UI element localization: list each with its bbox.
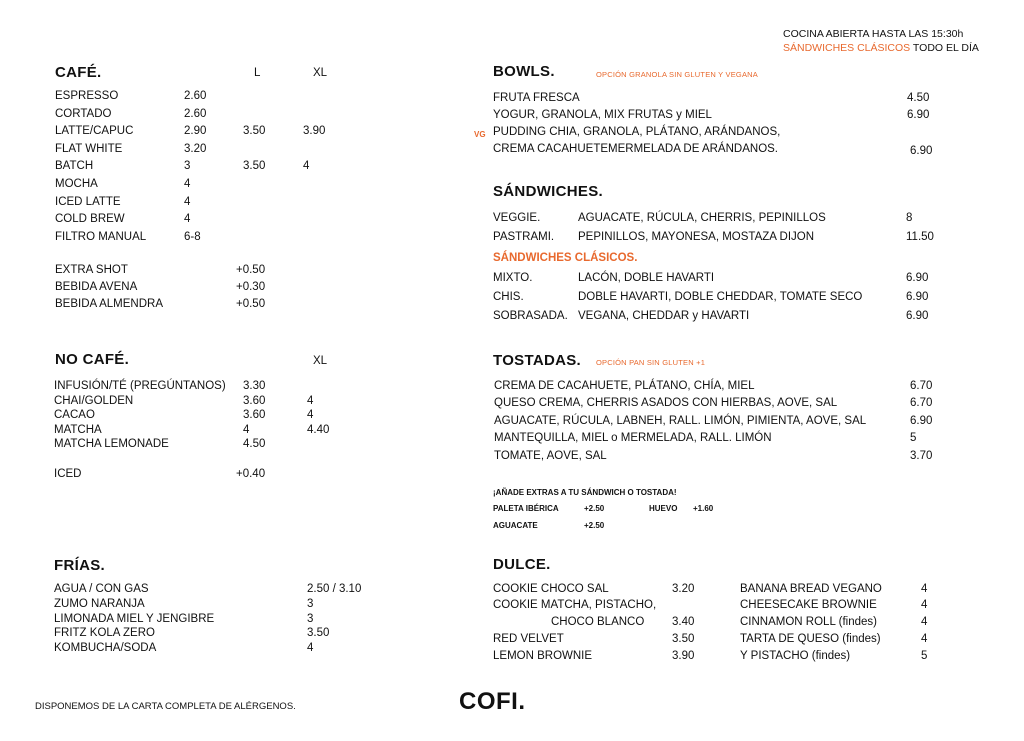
dulce-item-price: 3.90 [672, 650, 695, 662]
classic-name: MIXTO. [493, 272, 533, 284]
frias-item-name: FRITZ KOLA ZERO [54, 627, 155, 639]
tostada-name: AGUACATE, RÚCULA, LABNEH, RALL. LIMÓN, PIMIENTA, AOVE, SAL [494, 415, 867, 427]
classic-note-highlight: SÁNDWICHES CLÁSICOS [783, 42, 911, 54]
dulce-item-price: 3.50 [672, 633, 695, 645]
cafe-item-name: FILTRO MANUAL [55, 231, 147, 243]
frias-item-name: AGUA / CON GAS [54, 583, 149, 595]
extra-paleta-price: +2.50 [584, 504, 605, 513]
extra-name: BEBIDA AVENA [55, 281, 138, 293]
classic-name: SOBRASADA. [493, 310, 568, 322]
extra-huevo-price: +1.60 [693, 504, 714, 513]
cafe-item-price-xl: 4 [303, 160, 310, 172]
dulce-item-name: COOKIE CHOCO SAL [493, 583, 609, 595]
classic-note-rest: TODO EL DÍA [910, 42, 979, 54]
frias-item-name: ZUMO NARANJA [54, 598, 145, 610]
extra-price: +0.50 [236, 298, 266, 310]
extra-name: BEBIDA ALMENDRA [55, 298, 164, 310]
sandwich-price: 11.50 [906, 231, 934, 243]
dulce-item-price: 3.40 [672, 616, 695, 628]
frias-item-price: 4 [307, 642, 314, 654]
cafe-item-price: 3 [184, 160, 191, 172]
classic-price: 6.90 [906, 291, 929, 303]
nocafe-item-price: 3.30 [243, 380, 266, 392]
classic-desc: DOBLE HAVARTI, DOBLE CHEDDAR, TOMATE SECO [578, 291, 863, 303]
frias-item-name: LIMONADA MIEL Y JENGIBRE [54, 613, 215, 625]
cafe-item-price-l: 3.50 [243, 160, 266, 172]
pudding-line-2: CREMA CACAHUETEMERMELADA DE ARÁNDANOS. [493, 143, 779, 155]
extra-price: +0.50 [236, 264, 266, 276]
dulce-item-price: 5 [921, 650, 928, 662]
frias-item-price: 2.50 / 3.10 [307, 583, 362, 595]
dulce-item-name: COOKIE MATCHA, PISTACHO, [493, 599, 657, 611]
frias-item-price: 3.50 [307, 627, 330, 639]
tostada-name: TOMATE, AOVE, SAL [494, 450, 607, 462]
cafe-item-name: COLD BREW [55, 213, 125, 225]
cafe-item-name: ICED LATTE [55, 196, 121, 208]
classic-price: 6.90 [906, 272, 929, 284]
tostada-name: MANTEQUILLA, MIEL o MERMELADA, RALL. LIMÓN [494, 432, 772, 444]
iced-price: +0.40 [236, 468, 266, 480]
dulce-item-price: 4 [921, 599, 928, 611]
dulce-item-name: TARTA DE QUESO (findes) [740, 633, 881, 645]
classic-note [783, 42, 979, 54]
tostada-price: 3.70 [910, 450, 933, 462]
cafe-item-price: 4 [184, 178, 191, 190]
classic-price: 6.90 [906, 310, 929, 322]
cafe-item-name: CORTADO [55, 108, 112, 120]
classic-name: CHIS. [493, 291, 524, 303]
cafe-item-name: ESPRESSO [55, 90, 119, 102]
nocafe-item-price: 3.60 [243, 409, 266, 421]
nocafe-item-price: 4.50 [243, 438, 266, 450]
cafe-item-name: MOCHA [55, 178, 98, 190]
iced-name: ICED [54, 468, 82, 480]
sandwich-name: VEGGIE. [493, 212, 541, 224]
extras-title: ¡AÑADE EXTRAS A TU SÁNDWICH O TOSTADA! [493, 488, 677, 497]
extra-huevo: HUEVO [649, 504, 678, 513]
bowls-item-name: FRUTA FRESCA [493, 92, 580, 104]
bowls-item-price: 4.50 [907, 92, 930, 104]
dulce-item-name: CHEESECAKE BROWNIE [740, 599, 877, 611]
pudding-price: 6.90 [910, 145, 933, 157]
cafe-item-name: BATCH [55, 160, 94, 172]
nocafe-item-name: INFUSIÓN/TÉ (PREGÚNTANOS) [54, 380, 226, 392]
frias-item-name: KOMBUCHA/SODA [54, 642, 157, 654]
dulce-item-name: BANANA BREAD VEGANO [740, 583, 882, 595]
dulce-item-name: CINNAMON ROLL (findes) [740, 616, 877, 628]
extra-aguacate-price: +2.50 [584, 521, 605, 530]
bowls-item-price: 6.90 [907, 109, 930, 121]
cafe-item-price: 2.60 [184, 90, 207, 102]
tostada-name: QUESO CREMA, CHERRIS ASADOS CON HIERBAS, AOVE, SAL [494, 397, 838, 409]
sandwich-desc: AGUACATE, RÚCULA, CHERRIS, PEPINILLOS [578, 212, 826, 224]
classic-sandwiches-title: SÁNDWICHES CLÁSICOS. [493, 252, 638, 264]
cafe-item-price: 2.60 [184, 108, 207, 120]
nocafe-item-price-xl: 4 [307, 395, 314, 407]
dulce-item-price: 4 [921, 633, 928, 645]
dulce-item-name: Y PISTACHO (findes) [740, 650, 851, 662]
sandwich-name: PASTRAMI. [493, 231, 555, 243]
bowls-note: OPCIÓN GRANOLA SIN GLUTEN Y VEGANA [596, 70, 758, 79]
extra-paleta: PALETA IBÉRICA [493, 504, 559, 513]
cafe-item-price: 6-8 [184, 231, 201, 243]
dulce-item-name: LEMON BROWNIE [493, 650, 593, 662]
frias-item-price: 3 [307, 598, 314, 610]
vegan-badge: VG [474, 130, 486, 139]
classic-desc: VEGANA, CHEDDAR y HAVARTI [578, 310, 750, 322]
bowls-title: BOWLS. [493, 63, 555, 80]
nocafe-item-price-xl: 4 [307, 409, 314, 421]
nocafe-item-price-xl: 4.40 [307, 424, 330, 436]
cafe-item-price: 4 [184, 196, 191, 208]
tostada-name: CREMA DE CACAHUETE, PLÁTANO, CHÍA, MIEL [494, 380, 755, 392]
dulce-item-name: RED VELVET [493, 633, 564, 645]
pudding-line-1: PUDDING CHIA, GRANOLA, PLÁTANO, ARÁNDANOS, [493, 126, 781, 138]
cafe-item-name: LATTE/CAPUC [55, 125, 134, 137]
nocafe-item-name: MATCHA [54, 424, 102, 436]
sandwiches-title: SÁNDWICHES. [493, 183, 603, 200]
nocafe-item-name: MATCHA LEMONADE [54, 438, 169, 450]
cofi-logo: COFI. [459, 688, 526, 715]
nocafe-item-name: CACAO [54, 409, 95, 421]
cafe-item-price: 3.20 [184, 143, 207, 155]
cafe-title: CAFÉ. [55, 64, 102, 81]
allergens-note: DISPONEMOS DE LA CARTA COMPLETA DE ALÉRGENOS. [35, 701, 296, 712]
tostada-price: 6.70 [910, 380, 933, 392]
extra-name: EXTRA SHOT [55, 264, 128, 276]
cafe-item-name: FLAT WHITE [55, 143, 123, 155]
dulce-item-price: 4 [921, 616, 928, 628]
bowls-item-name: YOGUR, GRANOLA, MIX FRUTAS y MIEL [493, 109, 712, 121]
cafe-item-price: 4 [184, 213, 191, 225]
dulce-item-name: CHOCO BLANCO [551, 616, 645, 628]
cafe-item-price: 2.90 [184, 125, 207, 137]
dulce-title: DULCE. [493, 556, 551, 573]
cafe-item-price-l: 3.50 [243, 125, 266, 137]
tostadas-note: OPCIÓN PAN SIN GLUTEN +1 [596, 358, 706, 367]
cafe-item-price-xl: 3.90 [303, 125, 326, 137]
nocafe-col-xl: XL [313, 355, 328, 367]
frias-title: FRÍAS. [54, 557, 105, 574]
nocafe-item-name: CHAI/GOLDEN [54, 395, 134, 407]
tostada-price: 5 [910, 432, 917, 444]
sandwich-desc: PEPINILLOS, MAYONESA, MOSTAZA DIJON [578, 231, 815, 243]
dulce-item-price: 3.20 [672, 583, 695, 595]
classic-desc: LACÓN, DOBLE HAVARTI [578, 272, 715, 284]
cafe-col-xl: XL [313, 67, 328, 79]
cafe-col-l: L [254, 67, 261, 79]
extra-aguacate: AGUACATE [493, 521, 538, 530]
nocafe-item-price: 3.60 [243, 395, 266, 407]
tostada-price: 6.90 [910, 415, 933, 427]
nocafe-title: NO CAFÉ. [55, 351, 130, 368]
sandwich-price: 8 [906, 212, 913, 224]
tostadas-title: TOSTADAS. [493, 352, 581, 369]
tostada-price: 6.70 [910, 397, 933, 409]
frias-item-price: 3 [307, 613, 314, 625]
nocafe-item-price: 4 [243, 424, 250, 436]
kitchen-hours: COCINA ABIERTA HASTA LAS 15:30h [783, 28, 964, 40]
extra-price: +0.30 [236, 281, 266, 293]
dulce-item-price: 4 [921, 583, 928, 595]
